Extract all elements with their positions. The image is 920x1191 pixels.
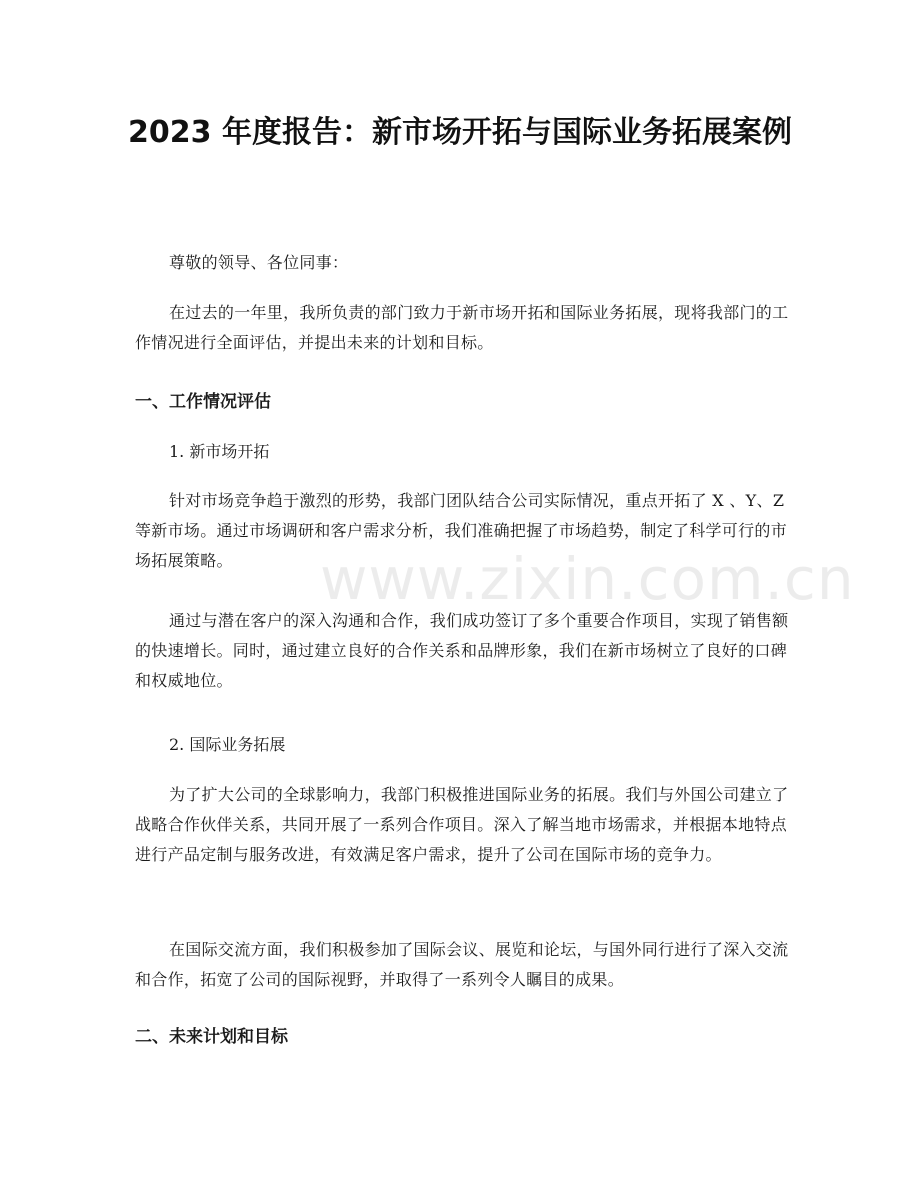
paragraph: 针对市场竞争趋于激烈的形势，我部门团队结合公司实际情况，重点开拓了 X 、Y、Z 等新市场。通过市场调研和客户需求分析，我们准确把握了市场趋势，制定了科学可行的市场拓展策略。 [135,491,788,570]
section-heading-future-plans: 二、未来计划和目标 [135,1027,288,1047]
salutation: 尊敬的领导、各位同事： [169,253,349,272]
subsection-heading-international: 2. 国际业务拓展 [169,735,286,754]
document-title: 2023 年度报告：新市场开拓与国际业务拓展案例 [128,115,792,150]
paragraph: 为了扩大公司的全球影响力，我部门积极推进国际业务的拓展。我们与外国公司建立了战略合作伙伴关系，共同开展了一系列合作项目。深入了解当地市场需求，并根据本地特点进行产品定制与服务改进，有效满足客户需求，提升了公司在国际市场的竞争力。 [135,785,789,864]
watermark: www.zixin.com.cn [320,545,855,613]
intro-paragraph: 在过去的一年里，我所负责的部门致力于新市场开拓和国际业务拓展，现将我部门的工作情况进行全面评估，并提出未来的计划和目标。 [135,303,789,352]
paragraph: 通过与潜在客户的深入沟通和合作，我们成功签订了多个重要合作项目，实现了销售额的快速增长。同时，通过建立良好的合作关系和品牌形象，我们在新市场树立了良好的口碑和权威地位。 [135,611,789,690]
section-heading-evaluation: 一、工作情况评估 [135,392,271,412]
paragraph: 在国际交流方面，我们积极参加了国际会议、展览和论坛，与国外同行进行了深入交流和合作，拓宽了公司的国际视野，并取得了一系列令人瞩目的成果。 [135,940,789,989]
subsection-heading-new-market: 1. 新市场开拓 [169,442,270,461]
